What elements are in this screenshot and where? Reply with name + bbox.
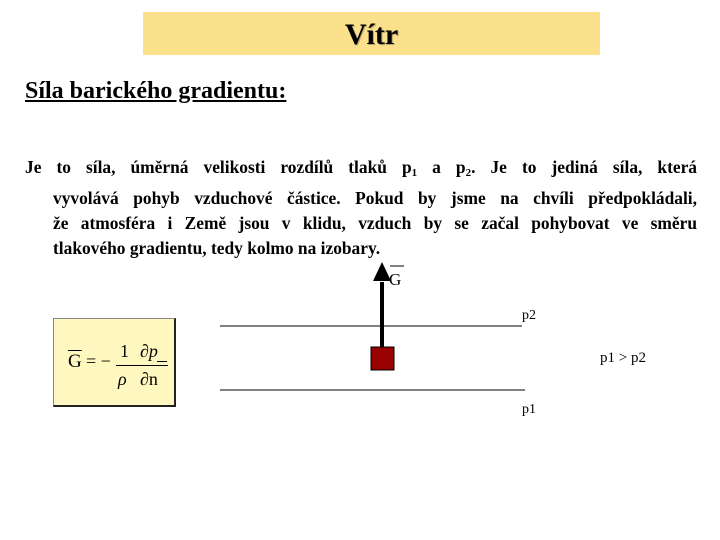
formula-partial-p: ∂p [140, 341, 158, 361]
formula-g: $\overline{G}$ [68, 351, 82, 372]
paragraph-line-1: Je to síla, úměrná velikosti rozdílů tlaků $p_1$ a $p_2$. Je to jediná síla, která [25, 157, 698, 179]
p1-label: p1 [522, 402, 536, 417]
paragraph-line-3: že atmosféra i Země jsou v klidu, vzduch by se začal pohybovat ve směru [53, 213, 697, 233]
vector-g-label: G [389, 270, 402, 289]
pressure-relation: p1 > p2 [600, 350, 646, 366]
p2-label: p2 [522, 308, 536, 323]
formula-partial-n: ∂n [140, 369, 158, 389]
paragraph-line-2: vyvolává pohyb vzduchové částice. Pokud by jsme na chvíli předpokládali, [53, 188, 697, 208]
page-title: Vítr [344, 18, 399, 51]
formula-numerator: 1 [120, 341, 129, 361]
formula-rho: ρ [118, 369, 127, 389]
air-particle [371, 347, 394, 370]
formula-equals: = − [86, 351, 111, 371]
paragraph-line-4: tlakového gradientu, tedy kolmo na izobary. [53, 238, 381, 258]
section-heading: Síla barického gradientu: [25, 78, 287, 104]
